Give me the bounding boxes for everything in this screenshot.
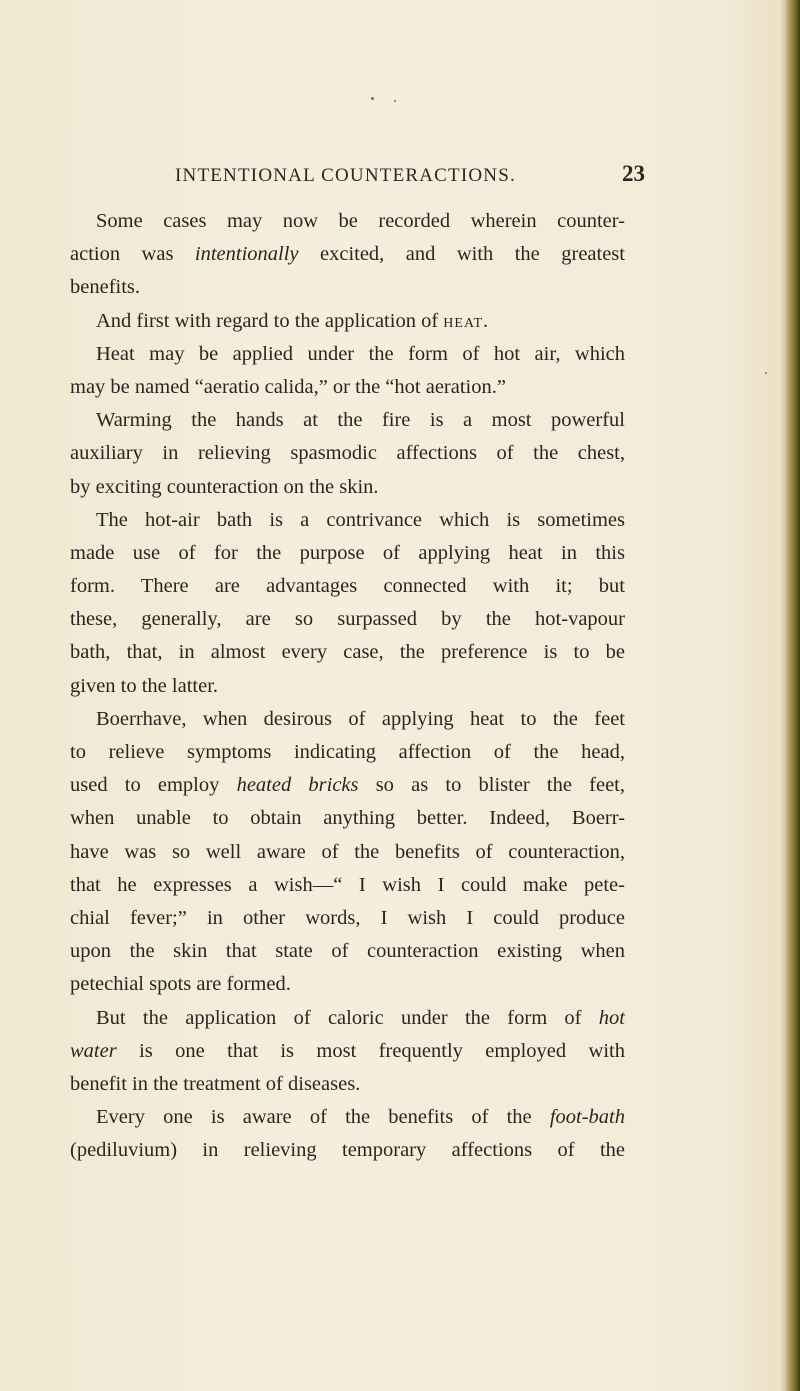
text-line: made use of for the purpose of applying heat in this <box>70 541 625 564</box>
text-line: form. There are advantages connected with it; but <box>70 575 625 598</box>
text-line: auxiliary in relieving spasmodic affections of the chest, <box>70 442 625 465</box>
text-line: Every one is aware of the benefits of the foot-bath <box>96 1106 625 1129</box>
text-line: Heat may be applied under the form of hot air, which <box>96 342 625 365</box>
italic-emphasis: water <box>70 1039 117 1062</box>
text-line: The hot-air bath is a contrivance which is sometimes <box>96 508 625 531</box>
italic-emphasis: hot <box>598 1006 625 1029</box>
text-line: water is one that is most frequently employed with <box>70 1039 625 1062</box>
running-title: INTENTIONAL COUNTERACTIONS. <box>175 165 516 186</box>
text-line: upon the skin that state of counteraction existing when <box>70 940 625 963</box>
text-line: (pediluvium) in relieving temporary affections of the <box>70 1139 625 1162</box>
body-text <box>70 205 625 1167</box>
text-line: have was so well aware of the benefits of counteraction, <box>70 840 625 863</box>
text-line: benefits. <box>70 276 141 299</box>
italic-emphasis: intentionally <box>194 243 299 266</box>
text-line: And first with regard to the application of heat. <box>96 309 490 332</box>
text-line: benefit in the treatment of diseases. <box>70 1072 361 1095</box>
small-caps-term: heat. <box>443 309 490 332</box>
paper-fleck <box>765 372 767 374</box>
text-line: by exciting counteraction on the skin. <box>70 475 379 498</box>
text-line: may be named “aeratio calida,” or the “hot aeration.” <box>70 375 506 398</box>
text-line: bath, that, in almost every case, the preference is to be <box>70 641 625 664</box>
text-line: Warming the hands at the fire is a most powerful <box>96 409 625 432</box>
page-number: 23 <box>622 161 645 186</box>
text-line: used to employ heated bricks so as to blister the feet, <box>70 774 626 797</box>
text-line: to relieve symptoms indicating affection of the head, <box>70 741 625 763</box>
paper-fleck <box>394 100 396 102</box>
text-line: when unable to obtain anything better. Indeed, Boerr- <box>70 807 625 830</box>
text-line: Some cases may now be recorded wherein counter- <box>96 210 625 232</box>
page-edge-binding <box>786 0 800 1391</box>
page-header <box>175 161 645 195</box>
text-line: But the application of caloric under the form of hot <box>96 1006 625 1029</box>
paper-fleck <box>371 97 374 100</box>
italic-emphasis: foot-bath <box>549 1106 625 1129</box>
text-line: action was intentionally excited, and with the greatest <box>70 243 625 266</box>
text-line: these, generally, are so surpassed by the hot-vapour <box>70 608 625 631</box>
text-line: petechial spots are formed. <box>70 973 291 996</box>
italic-emphasis: heated bricks <box>236 774 359 797</box>
text-line: that he expresses a wish—“ I wish I could make pete- <box>70 873 625 896</box>
text-line: Boerrhave, when desirous of applying heat to the feet <box>96 707 625 730</box>
text-line: chial fever;” in other words, I wish I could produce <box>70 906 625 929</box>
text-line: given to the latter. <box>70 674 219 697</box>
